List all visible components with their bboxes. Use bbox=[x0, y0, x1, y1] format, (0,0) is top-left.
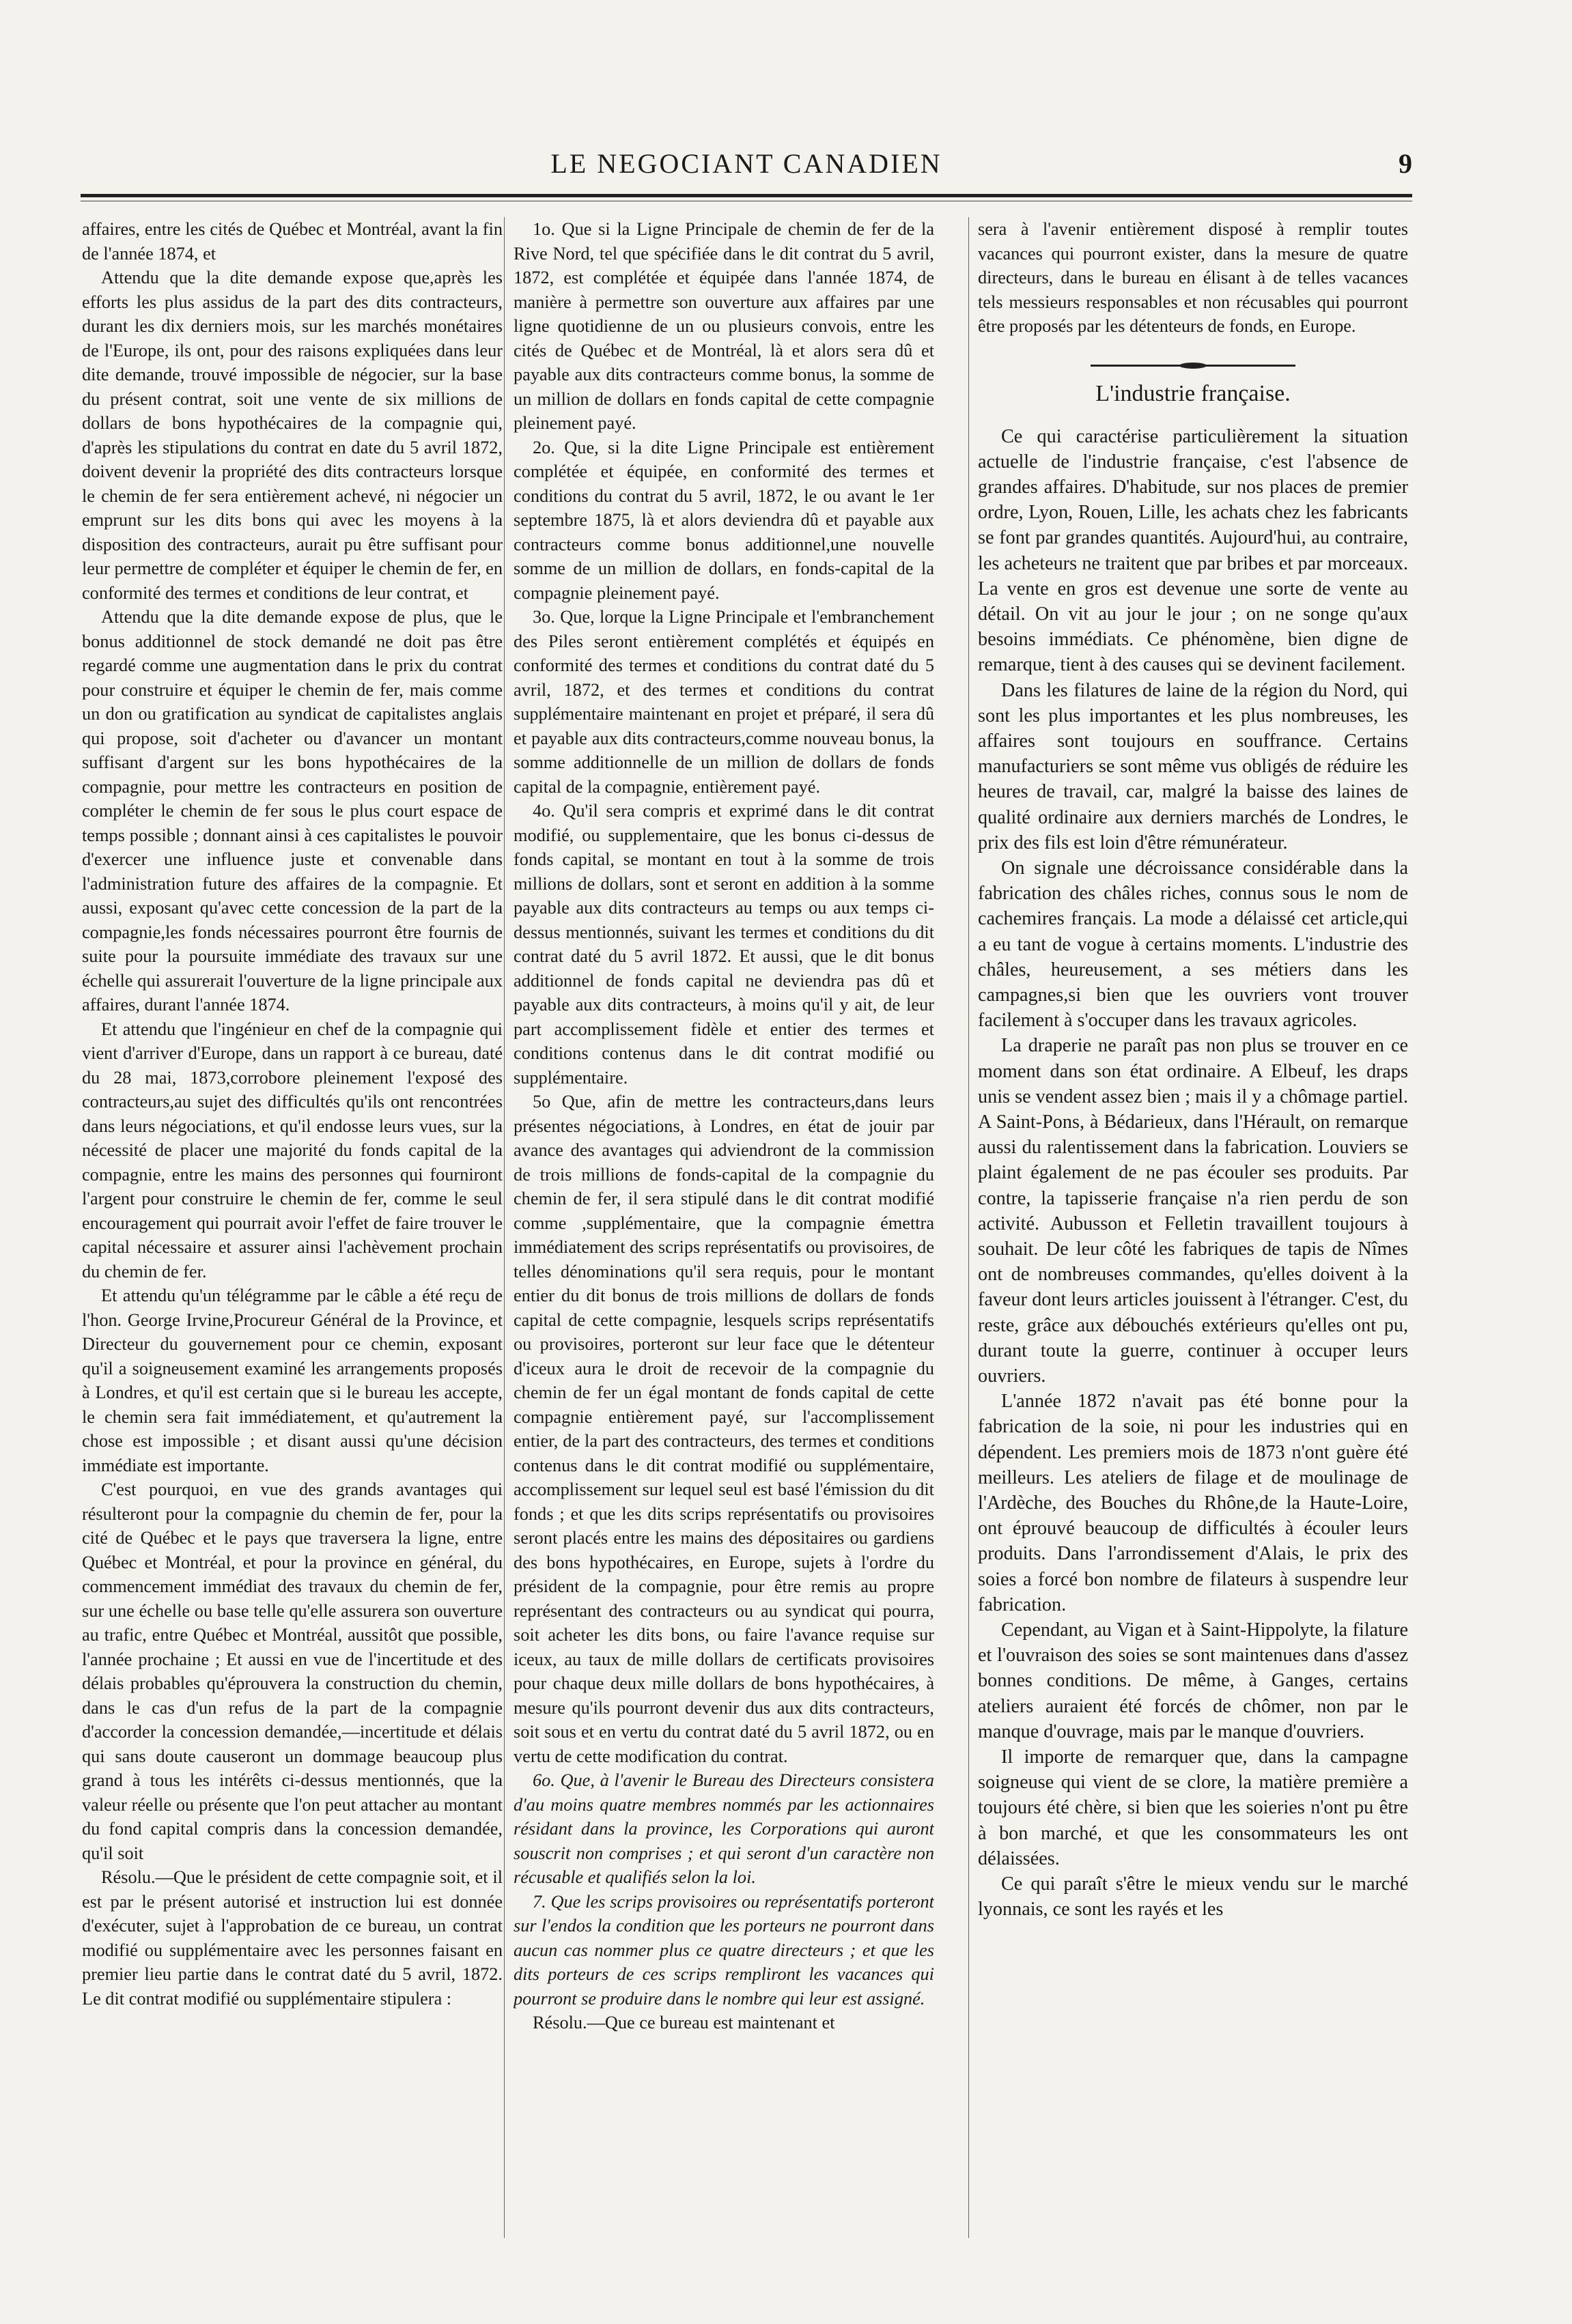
paragraph: Résolu.—Que le président de cette compagnie soit, et il est par le présent autorisé et instruction lui est donnée d'exécuter, sujet à l'approbation de ce bureau, un contrat modifié ou supplémentaire avec les personnes faisant en premier lieu partie dans le contrat daté du 5 avril, 1872. Le dit contrat modifié ou supplémentaire stipulera : bbox=[82, 1867, 503, 2009]
paragraph: Ce qui paraît s'être le mieux vendu sur le marché lyonnais, ce sont les rayés et les bbox=[978, 1873, 1408, 1921]
paragraph: 5o Que, afin de mettre les contracteurs,dans leurs présentes négociations, à Londres, en état de jouir par avance des avantages qui adviendront de la commission de trois millions de fonds-capital de la compagnie du chemin de fer, il sera stipulé dans le dit contrat modifié comme ,supplémentaire, que la compagnie émettra immédiatement des scrips représentatifs ou provisoires, de telles dénominations qu'il sera requis, pour le montant entier du dit bonus de trois millions de dollars de fonds capital de cette compagnie, lesquels scrips représentatifs ou provisoires, porteront sur leur face que le détenteur d'iceux aura le droit de recevoir de la compagnie du chemin de fer un égal montant de fonds capital de cette compagnie entièrement payé, sur l'accomplissement entier, de la part des contracteurs, des termes et conditions contenus dans le dit contrat modifié ou supplémentaire, accomplissement sur lequel seul est basé l'émission du dit fonds ; et que les dits scrips représentatifs ou provisoires seront placés entre les mains des dépositaires ou gardiens des bons hypothécaires, en Europe, sujets à l'ordre du président de la compagnie, pour être remis au propre représentant des contracteurs ou au syndicat qui pourra, soit acheter les dits bons, ou faire l'avance requise sur iceux, au taux de mille dollars de certificats provisoires pour chaque deux mille dollars de bons hypothécaires, à mesure qu'ils pourront devenir dus aux dits contracteurs, soit sous et en vertu du contrat daté du 5 avril 1872, ou en vertu de cette modification du contrat. bbox=[514, 1092, 934, 1766]
section-title: L'industrie française. bbox=[1095, 380, 1291, 406]
section-separator bbox=[1091, 365, 1295, 367]
paragraph: 7. Que les scrips provisoires ou représentatifs porteront sur l'endos la condition que les porteurs ne pourront dans aucun cas nommer plus ce quatre directeurs ; et que les dits porteurs de ces scrips rempliront les vacances qui pourront se produire dans le nombre qui leur est assigné. bbox=[514, 1891, 934, 2009]
paragraph: 6o. Que, à l'avenir le Bureau des Directeurs consistera d'au moins quatre membres nommés par les actionnaires résidant dans la province, les Corporations qui auront souscrit non comprises ; et qui seront d'un caractère non récusable et qualifiés selon la loi. bbox=[514, 1770, 934, 1887]
paragraph: 4o. Qu'il sera compris et exprimé dans le dit contrat modifié, ou supplementaire, que les bonus ci-dessus de fonds capital, se montant en tout à la somme de trois millions de dollars, sont et seront en addition à la somme payable aux dits contracteurs au temps ou aux temps ci-dessus mentionnés, suivant les termes et conditions du dit contrat daté du 5 avril 1872. Et aussi, que le dit bonus additionnel de fonds capital ne deviendra pas dû et payable aux dits contracteurs, à moins qu'il y ait, de leur part accomplissement fidèle et entier des termes et conditions contenus dans le dit contrat modifié ou supplémentaire. bbox=[514, 801, 934, 1088]
paragraph: Attendu que la dite demande expose de plus, que le bonus additionnel de stock demandé ne doit pas être regardé comme une augmentation dans le prix du contrat pour construire et équiper le chemin de fer, mais comme un don ou gratification au syndicat de capitalistes anglais qui propose, soit d'acheter ou d'avancer un montant suffisant d'argent sur les bons hypothécaires de la compagnie, pour mettre les contracteurs en position de compléter le chemin de fer sous le plus court espace de temps possible ; donnant ainsi à ces capitalistes le pouvoir d'exercer une influence juste et convenable dans l'administration future des affaires de la compagnie. Et aussi, exposant qu'avec cette concession de la part de la compagnie,les fonds nécessaires pourront être fournis de suite pour la poursuite immédiate des travaux sur une échelle qui assurerait l'ouverture de la ligne principale aux affaires, durant l'année 1874. bbox=[82, 607, 503, 1015]
paragraph: C'est pourquoi, en vue des grands avantages qui résulteront pour la compagnie du chemin de fer, pour la cité de Québec et le pays que traversera la ligne, entre Québec et Montréal, et pour la province en général, du commencement immédiat des travaux du chemin de fer, sur une échelle ou base telle qu'elle assurera son ouverture au trafic, entre Québec et Montréal, aussitôt que possible, l'année prochaine ; Et aussi en vue de l'incertitude et des délais probables qu'éprouvera la construction du chemin, dans le cas d'un refus de la part de la compagnie d'accorder la concession demandée,—incertitude et délais qui sans doute causeront un dommage beaucoup plus grand à tous les intérêts ci-dessus mentionnés, que la valeur réelle ou présente que l'on peut attacher au montant du fond capital compris dans la concession demandée, qu'il soit bbox=[82, 1479, 503, 1863]
paragraph: sera à l'avenir entièrement disposé à remplir toutes vacances qui pourront exister, dans la mesure de quatre directeurs, dans le bureau en élisant à de telles vacances tels messieurs responsables et non récusables qui pourront être proposés par les détenteurs de fonds, en Europe. bbox=[978, 219, 1408, 336]
paragraph: L'année 1872 n'avait pas été bonne pour la fabrication de la soie, ni pour les industries qui en dépendent. Les premiers mois de 1873 n'ont guère été meilleurs. Les ateliers de filage et de moulinage de l'Ardèche, des Bouches du Rhône,de la Haute-Loire, ont éprouvé beaucoup de difficultés à écouler leurs produits. Dans l'arrondissement d'Alais, le prix des soies a forcé bon nombre de filateurs à suspendre leur fabrication. bbox=[978, 1391, 1408, 1615]
column-1 bbox=[82, 217, 503, 2238]
page-header bbox=[81, 147, 1412, 188]
paragraph: Il importe de remarquer que, dans la campagne soigneuse qui vient de se clore, la matière première a toujours été chère, si bien que les soieries n'ont pu être à bon marché, et que les consommateurs les ont délaissées. bbox=[978, 1746, 1408, 1869]
paragraph: On signale une décroissance considérable dans la fabrication des châles riches, connus sous le nom de cachemires français. La mode a délaissé cet article,qui a eu tant de vogue à certains moments. L'industrie des châles, heureusement, a ses métiers dans les campagnes,si bien que les ouvriers vont trouver facilement à s'occuper dans les travaux agricoles. bbox=[978, 857, 1408, 1032]
paragraph: affaires, entre les cités de Québec et Montréal, avant la fin de l'année 1874, et bbox=[82, 219, 503, 264]
paragraph: 1o. Que si la Ligne Principale de chemin de fer de la Rive Nord, tel que spécifiée dans le dit contrat du 5 avril, 1872, est complétée et équipée dans l'année 1874, de manière à permettre son ouverture aux affaires par une ligne quotidienne de un ou plusieurs convois, entre les cités de Québec et de Montréal, là et alors sera dû et payable aux dits contracteurs comme bonus, la somme de un million de dollars en fonds capital de cette compagnie pleinement payé. bbox=[514, 219, 934, 433]
paragraph: Dans les filatures de laine de la région du Nord, qui sont les plus importantes et les plus nombreuses, les affaires sont toujours en souffrance. Certains manufacturiers se sont même vus obligés de réduire les heures de travail, car, malgré la baisse des laines de qualité ordinaire aux derniers marchés de Londres, le prix des fils est loin d'être rémunérateur. bbox=[978, 679, 1408, 853]
paragraph: Ce qui caractérise particulièrement la situation actuelle de l'industrie française, c'est l'absence de grandes affaires. D'habitude, sur nos places de premier ordre, Lyon, Rouen, Lille, les achats chez les fabricants se font par grandes quantités. Aujourd'hui, au contraire, les acheteurs ne traitent que par bribes et par morceaux. La vente en gros est devenue une sorte de vente au détail. On vit au jour le jour ; on ne songe qu'aux besoins immédiats. Ce phénomène, bien digne de remarque, tient à des causes qui se devinent facilement. bbox=[978, 425, 1408, 676]
paragraph: Et attendu qu'un télégramme par le câble a été reçu de l'hon. George Irvine,Procureur Général de la Province, et Directeur du gouvernement pour ce chemin, exposant qu'il a soigneusement examiné les arrangements proposés à Londres, et qu'il est certain que si le bureau les accepte, le chemin sera fait immédiatement, et qu'autrement la chose est impossible ; et disant aussi qu'une décision immédiate est importante. bbox=[82, 1286, 503, 1475]
header-rule bbox=[81, 194, 1412, 197]
column-divider bbox=[968, 217, 969, 2238]
article-body bbox=[978, 424, 1408, 1923]
column-3 bbox=[978, 217, 1408, 2238]
paragraph: 2o. Que, si la dite Ligne Principale est entièrement complétée et équipée, en conformité des termes et conditions du contrat du 5 avril, 1872, le ou avant le 1er septembre 1875, là et alors deviendra dû et payable aux contracteurs comme bonus additionnel,une nouvelle somme de un million de dollars, en fonds-capital de la compagnie pleinement payé. bbox=[514, 437, 934, 603]
newspaper-title: LE NEGOCIANT CANADIEN bbox=[550, 148, 942, 179]
page-number: 9 bbox=[1399, 148, 1412, 179]
paragraph: Cependant, au Vigan et à Saint-Hippolyte, la filature et l'ouvraison des soies se sont maintenues dans d'assez bonnes conditions. De même, à Ganges, certains ateliers auraient été forcés de chômer, non par le manque d'ouvrage, mais par le manque d'ouvriers. bbox=[978, 1619, 1408, 1742]
column-divider bbox=[504, 217, 505, 2238]
column-2 bbox=[514, 217, 934, 2238]
paragraph: Résolu.—Que ce bureau est maintenant et bbox=[533, 2013, 835, 2032]
paragraph: Attendu que la dite demande expose que,après les efforts les plus assidus de la part des dits contracteurs, durant les dix derniers mois, sur les marchés monétaires de l'Europe, ils ont, pour des raisons expliquées dans leur dite demande, trouvé impossible de négocier, sur la base du présent contrat, soit une vente de six millions de dollars de bons hypothécaires de la compagnie qui, d'après les stipulations du contrat en date du 5 avril 1872, doivent devenir la propriété des dits contracteurs lorsque le chemin de fer sera entièrement achevé, ni négocier un emprunt sur les dits bons qui avec les moyens à la disposition des contracteurs, aurait pu être suffisant pour leur permettre de compléter et équiper le chemin de fer, en conformité des termes et conditions de leur contrat, et bbox=[82, 268, 503, 603]
paragraph: Et attendu que l'ingénieur en chef de la compagnie qui vient d'arriver d'Europe, dans un rapport à ce bureau, daté du 28 mai, 1873,corrobore pleinement l'exposé des contracteurs,au sujet des difficultés qu'ils ont rencontrées dans leurs négociations, et qu'il endosse leurs vues, sur la nécessité de placer une majorité du fonds capital de la compagnie, entre les mains des personnes qui fourniront l'argent pour construire le chemin de fer, comme le seul encouragement qui pourrait avoir l'effet de faire trouver le capital nécessaire et assurer ainsi l'achèvement prochain du chemin de fer. bbox=[82, 1019, 503, 1281]
paragraph: La draperie ne paraît pas non plus se trouver en ce moment dans son état ordinaire. A Elbeuf, les draps unis se vendent assez bien ; mais il y a chômage partiel. A Saint-Pons, à Bédarieux, dans l'Hérault, on remarque aussi du ralentissement dans la fabrication. Louviers se plaint également de ne pas écouler ses produits. Par contre, la tapisserie française n'a rien perdu de son activité. Aubusson et Felletin travaillent toujours à souhait. De leur côté les fabriques de tapis de Nîmes ont de nombreuses commandes, qu'elles doivent à la faveur dont leurs articles jouissent à l'étranger. C'est, du reste, grâce aux débouchés extérieurs qu'elles ont pu, durant toute la guerre, continuer à occuper leurs ouvriers. bbox=[978, 1035, 1408, 1387]
paragraph: 3o. Que, lorque la Ligne Principale et l'embranchement des Piles seront entièrement complétés et équipés en conformité des termes et conditions du contrat daté du 5 avril, 1872, et des termes et conditions du contrat supplémentaire maintenant en projet et préparé, il sera dû et payable aux dits contracteurs,comme nouveau bonus, la somme additionnelle de un million de dollars de fonds capital de la compagnie, entièrement payé. bbox=[514, 607, 934, 797]
